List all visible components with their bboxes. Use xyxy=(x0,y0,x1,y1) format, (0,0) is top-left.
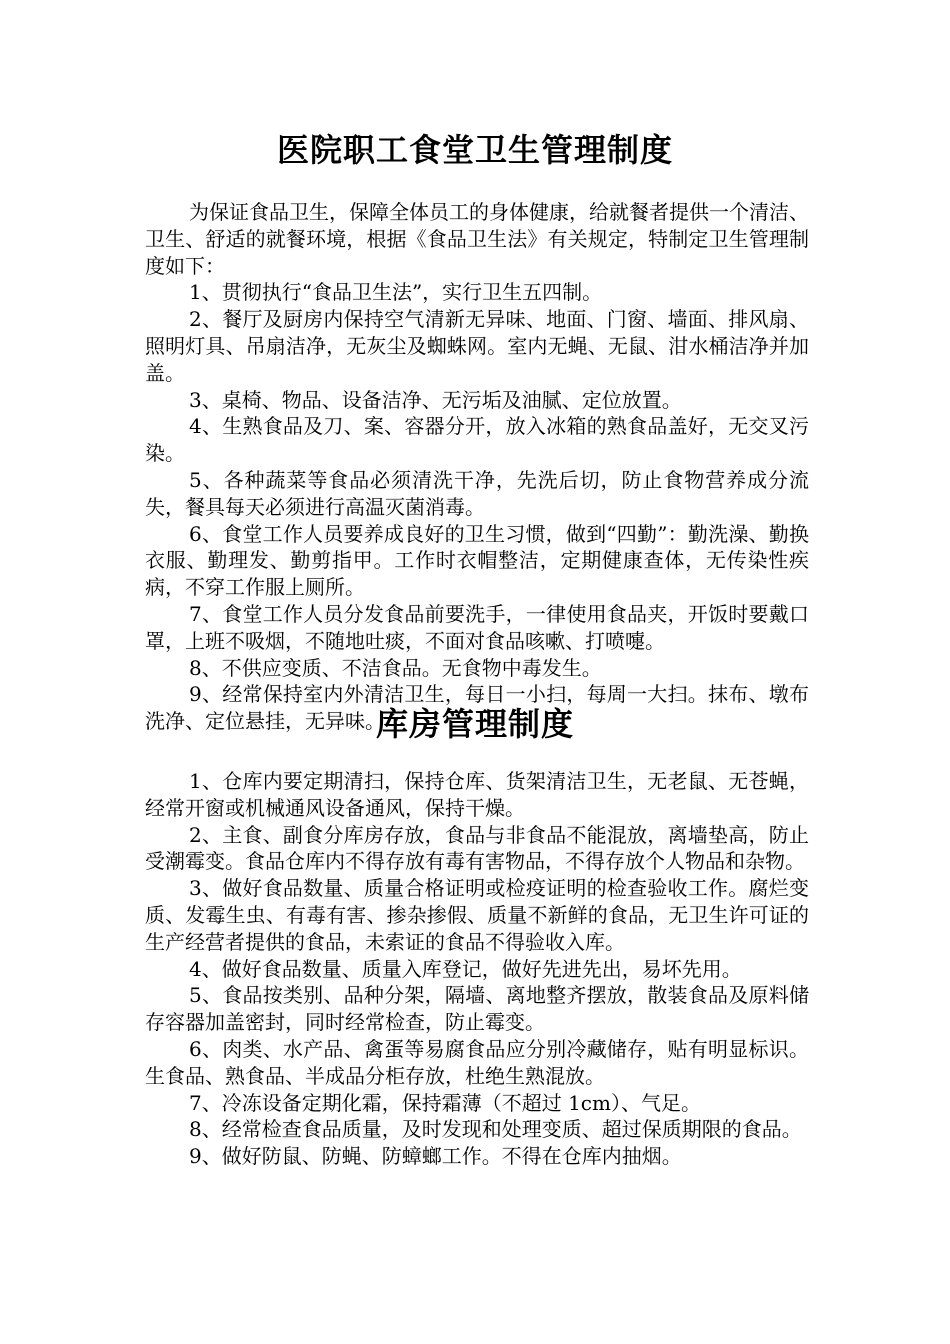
paragraph-rule: 1、贯彻执行“食品卫生法”，实行卫生五四制。 xyxy=(189,280,603,305)
paragraph-rule: 8、经常检查食品质量，及时发现和处理变质、超过保质期限的食品。 xyxy=(189,1117,802,1142)
paragraph-rule: 4、做好食品数量、质量入库登记，做好先进先出，易坏先用。 xyxy=(189,956,742,981)
paragraph-rule: 5、各种蔬菜等食品必须清洗干净，先洗后切，防止食物营养成分流失，餐具每天必须进行高温灭菌消毒。 xyxy=(145,467,809,519)
paragraph-rule: 5、食品按类别、品种分架，隔墙、离地整齐摆放，散装食品及原料储存容器加盖密封，同时经常检查，防止霉变。 xyxy=(145,983,809,1035)
paragraph-rule: 3、桌椅、物品、设备洁净、无污垢及油腻、定位放置。 xyxy=(189,387,682,412)
paragraph-rule: 1、仓库内要定期清扫，保持仓库、货架清洁卫生，无老鼠、无苍蝇，经常开窗或机械通风设备通风，保持干燥。 xyxy=(145,769,809,820)
paragraph-rule: 9、做好防鼠、防蝇、防蟑螂工作。不得在仓库内抽烟。 xyxy=(189,1144,682,1169)
paragraph-rule: 4、生熟食品及刀、案、容器分开，放入冰箱的熟食品盖好，无交叉污染。 xyxy=(145,414,809,466)
paragraph-rule: 6、食堂工作人员要养成良好的卫生习惯，做到“四勤”：勤洗澡、勤换衣服、勤理发、勤剪指甲。工作时衣帽整洁，定期健康查体，无传染性疾病，不穿工作服上厕所。 xyxy=(145,521,809,600)
paragraph-rule: 3、做好食品数量、质量合格证明或检疫证明的检查验收工作。腐烂变质、发霉生虫、有毒有害、掺杂掺假、质量不新鲜的食品，无卫生许可证的生产经营者提供的食品，未索证的食品不得验收入库。 xyxy=(145,876,809,954)
paragraph-rule: 9、经常保持室内外清洁卫生，每日一小扫，每周一大扫。抹布、墩布洗净、定位悬挂，无异味。 xyxy=(145,682,809,734)
paragraph-rule: 7、食堂工作人员分发食品前要洗手，一律使用食品夹，开饭时要戴口罩，上班不吸烟，不随地吐痰，不面对食品咳嗽、打喷嚏。 xyxy=(145,601,809,653)
paragraph-rule: 2、餐厅及厨房内保持空气清新无异味、地面、门窗、墙面、排风扇、照明灯具、吊扇洁净，无灰尘及蜘蛛网。室内无蝇、无鼠、泔水桶洁净并加盖。 xyxy=(145,307,809,385)
paragraph-rule: 2、主食、副食分库房存放，食品与非食品不能混放，离墙垫高，防止受潮霉变。食品仓库内不得存放有毒有害物品，不得存放个人物品和杂物。 xyxy=(145,822,809,874)
paragraph-rule: 8、不供应变质、不洁食品。无食物中毒发生。 xyxy=(189,655,602,680)
paragraph-rule: 7、冷冻设备定期化霜，保持霜薄（不超过 1cm）、气足。 xyxy=(189,1090,701,1115)
section-body-warehouse xyxy=(145,768,809,1170)
section-title-warehouse: 库房管理制度 xyxy=(375,705,574,743)
section-body-canteen-hygiene xyxy=(145,199,809,735)
paragraph-intro: 为保证食品卫生，保障全体员工的身体健康，给就餐者提供一个清洁、卫生、舒适的就餐环境，根据《食品卫生法》有关规定，特制定卫生管理制度如下： xyxy=(145,200,809,278)
section-title-canteen-hygiene: 医院职工食堂卫生管理制度 xyxy=(276,131,673,169)
paragraph-rule: 6、肉类、水产品、禽蛋等易腐食品应分别冷藏储存，贴有明显标识。生食品、熟食品、半成品分柜存放，杜绝生熟混放。 xyxy=(145,1036,809,1088)
